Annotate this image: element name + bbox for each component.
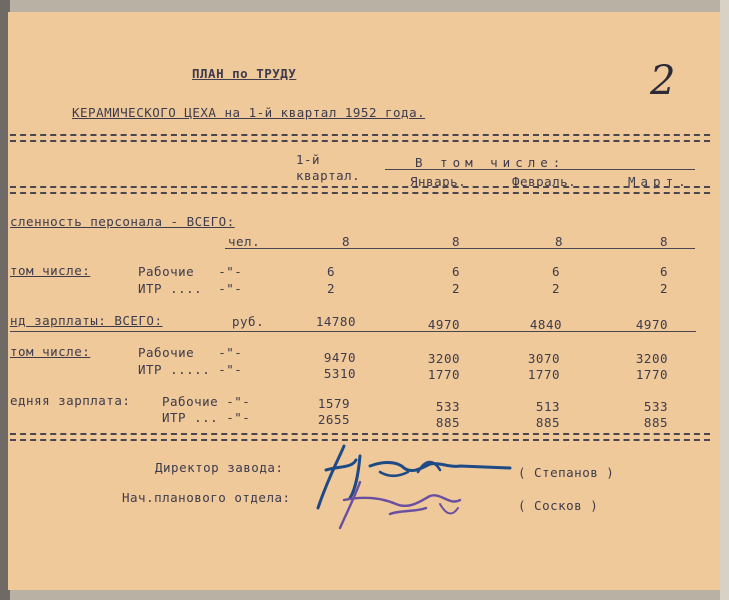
- scanner-edge: [720, 0, 729, 600]
- planning-label: Нач.планового отдела:: [122, 490, 291, 505]
- dashed-rule: [10, 433, 710, 435]
- row-value: 8: [341, 234, 350, 249]
- row-label: едняя зарплата:: [10, 393, 131, 408]
- row-sub: Рабочие -"-: [162, 394, 251, 409]
- row-value: 533: [435, 399, 460, 414]
- header-month-1: Январь.: [410, 174, 467, 189]
- row-sub: ИТР ... -"-: [162, 410, 251, 425]
- dashed-rule: [10, 134, 710, 136]
- row-value: 513: [535, 399, 560, 414]
- document-title: ПЛАН по ТРУДУ: [192, 66, 297, 81]
- row-sub: руб.: [232, 314, 265, 329]
- row-label: нд зарплаты: ВСЕГО:: [10, 313, 163, 328]
- row-value: 8: [659, 234, 668, 249]
- row-value: 533: [643, 399, 668, 414]
- header-quarter: 1-й квартал.: [296, 152, 361, 183]
- row-value: 2: [326, 281, 335, 296]
- row-value: 6: [451, 264, 460, 279]
- row-value: 14780: [315, 314, 356, 329]
- row-value: 6: [326, 264, 335, 279]
- row-value: 9470: [323, 350, 356, 365]
- row-value: 4840: [529, 317, 562, 332]
- dashed-rule: [10, 192, 710, 194]
- row-value: 2: [551, 281, 560, 296]
- row-value: 4970: [427, 317, 460, 332]
- row-value: 1770: [527, 367, 560, 382]
- director-name: ( Степанов ): [518, 465, 615, 480]
- row-value: 2: [451, 281, 460, 296]
- row-value: 6: [659, 264, 668, 279]
- dashed-rule: [10, 140, 710, 142]
- row-value: 1770: [427, 367, 460, 382]
- row-value: 6: [551, 264, 560, 279]
- header-including: В том числе:: [415, 155, 566, 170]
- row-value: 3070: [527, 351, 560, 366]
- page-number: 2: [650, 58, 676, 104]
- header-month-3: Март.: [628, 174, 691, 189]
- dashed-rule: [10, 186, 710, 188]
- row-sub: ИТР ..... -"-: [138, 362, 243, 377]
- row-value: 3200: [427, 351, 460, 366]
- row-value: 885: [643, 415, 668, 430]
- row-label: том числе:: [10, 263, 91, 278]
- row-value: 3200: [635, 351, 668, 366]
- row-value: 885: [535, 415, 560, 430]
- row-label: сленность персонала - ВСЕГО:: [10, 214, 235, 229]
- director-label: Директор завода:: [155, 460, 284, 475]
- row-value: 8: [554, 234, 563, 249]
- row-sub: чел.: [228, 234, 261, 249]
- row-sub: Рабочие -"-: [138, 345, 243, 360]
- row-label: том числе:: [10, 344, 91, 359]
- row-value: 5310: [323, 366, 356, 381]
- row-sub: ИТР .... -"-: [138, 281, 243, 296]
- row-value: 8: [451, 234, 460, 249]
- row-value: 2: [659, 281, 668, 296]
- row-value: 1770: [635, 367, 668, 382]
- row-value: 4970: [635, 317, 668, 332]
- planning-signature: [330, 470, 480, 540]
- row-value: 885: [435, 415, 460, 430]
- document-subtitle: КЕРАМИЧЕСКОГО ЦЕХА на 1-й квартал 1952 года.: [72, 105, 426, 120]
- row-value: 1579: [317, 396, 350, 411]
- row-sub: Рабочие -"-: [138, 264, 243, 279]
- header-month-2: Февраль.: [512, 174, 577, 189]
- planning-name: ( Сосков ): [518, 498, 599, 513]
- header-underline: [385, 169, 695, 170]
- row-value: 2655: [317, 412, 350, 427]
- row-underline: [10, 331, 696, 332]
